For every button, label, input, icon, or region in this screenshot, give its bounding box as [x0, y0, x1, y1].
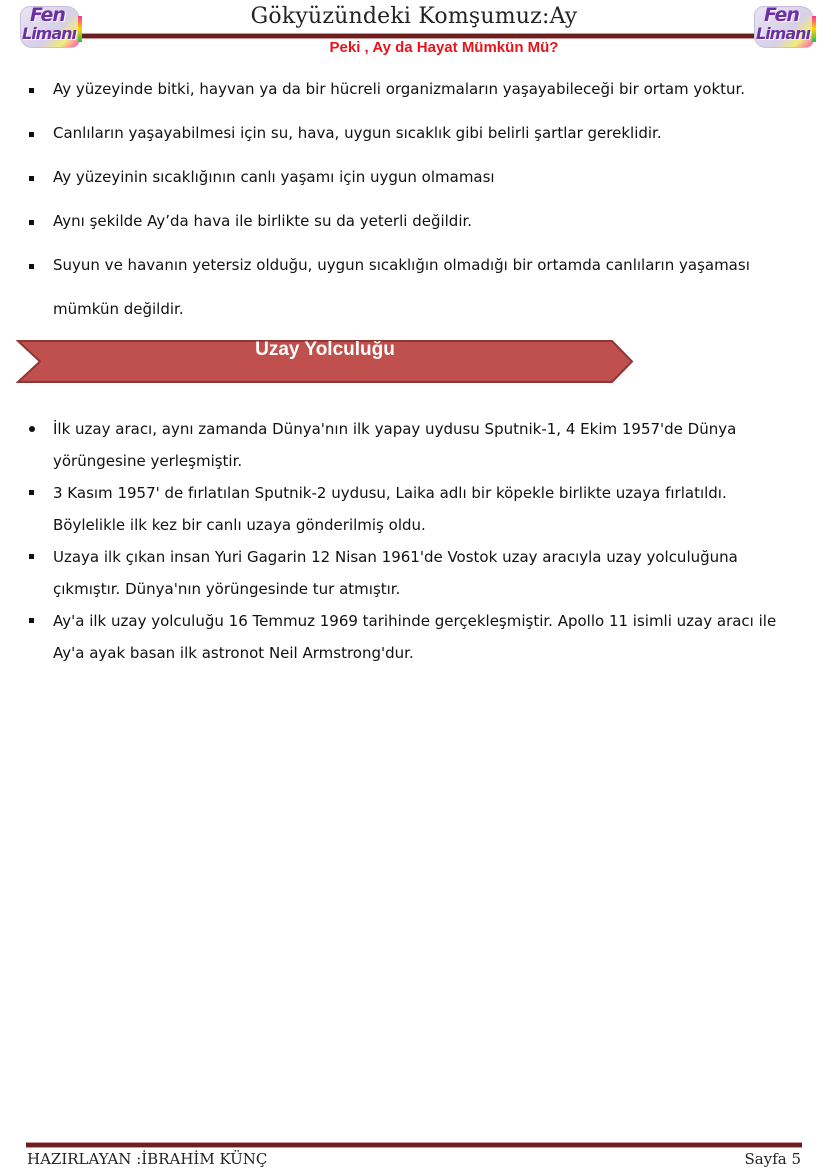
logo-text-fen: Fen	[764, 4, 799, 26]
footer-author: HAZIRLAYAN :İBRAHİM KÜNÇ	[27, 1150, 268, 1168]
document-title: Gökyüzündeki Komşumuz:Ay	[250, 4, 578, 29]
list-item-text: İlk uzay aracı, aynı zamanda Dünya'nın ilk yapay uydusu Sputnik-1, 4 Ekim 1957'de Dünya yörüngesine yerleşmiştir.	[53, 420, 737, 470]
list-item-text: Canlıların yaşayabilmesi için su, hava, uygun sıcaklık gibi belirli şartlar gereklidir.	[53, 124, 662, 142]
logo-color-stripe	[812, 16, 816, 42]
list-item	[0, 243, 828, 331]
square-bullet-icon	[29, 220, 34, 225]
footer-divider	[26, 1142, 802, 1148]
list-item-text: Ay yüzeyinde bitki, hayvan ya da bir hücreli organizmaların yaşayabileceği bir ortam yoktur.	[53, 80, 746, 98]
square-bullet-icon	[29, 88, 34, 93]
fen-limani-logo-right	[752, 2, 816, 50]
square-bullet-icon	[29, 176, 34, 181]
list-item-text: Uzaya ilk çıkan insan Yuri Gagarin 12 Nisan 1961'de Vostok uzay aracıyla uzay yolculuğuna çıkmıştır. Dünya'nın yörüngesinde tur atmıştır.	[53, 548, 738, 598]
list-item	[0, 166, 828, 188]
document-subtitle: Peki , Ay da Hayat Mümkün Mü?	[329, 39, 559, 56]
banner-title: Uzay Yolculuğu	[255, 339, 395, 360]
square-bullet-icon	[29, 264, 34, 269]
square-bullet-icon	[29, 618, 34, 623]
list-item	[0, 605, 828, 669]
page-number: Sayfa 5	[744, 1150, 801, 1168]
logo-text-limani: Limanı	[756, 24, 811, 43]
list-item	[0, 210, 828, 232]
list-item	[0, 78, 828, 100]
moon-life-list	[0, 78, 828, 353]
square-bullet-icon	[29, 132, 34, 137]
logo-text-fen: Fen	[30, 4, 65, 26]
list-item	[0, 477, 828, 541]
list-item-text: Suyun ve havanın yetersiz olduğu, uygun sıcaklığın olmadığı bir ortamda canlıların yaşaması mümkün değildir.	[53, 256, 750, 318]
square-bullet-icon	[29, 554, 34, 559]
list-item-text: Ay yüzeyinin sıcaklığının canlı yaşamı için uygun olmaması	[53, 168, 495, 186]
list-item	[0, 122, 828, 144]
logo-text-limani: Limanı	[22, 24, 77, 43]
section-banner-space-travel	[16, 339, 634, 384]
list-item	[0, 413, 828, 477]
square-bullet-icon	[29, 490, 34, 495]
round-bullet-icon	[29, 426, 35, 432]
list-item	[0, 541, 828, 605]
list-item-text: Aynı şekilde Ay’da hava ile birlikte su da yeterli değildir.	[53, 212, 473, 230]
list-item-text: Ay'a ilk uzay yolculuğu 16 Temmuz 1969 tarihinde gerçekleşmiştir. Apollo 11 isimli uzay aracı ile Ay'a ayak basan ilk astronot Neil Armstrong'dur.	[53, 612, 777, 662]
list-item-text: 3 Kasım 1957' de fırlatılan Sputnik-2 uydusu, Laika adlı bir köpekle birlikte uzaya fırlatıldı. Böylelikle ilk kez bir canlı uzaya gönderilmiş oldu.	[53, 484, 727, 534]
space-travel-list	[0, 413, 828, 669]
